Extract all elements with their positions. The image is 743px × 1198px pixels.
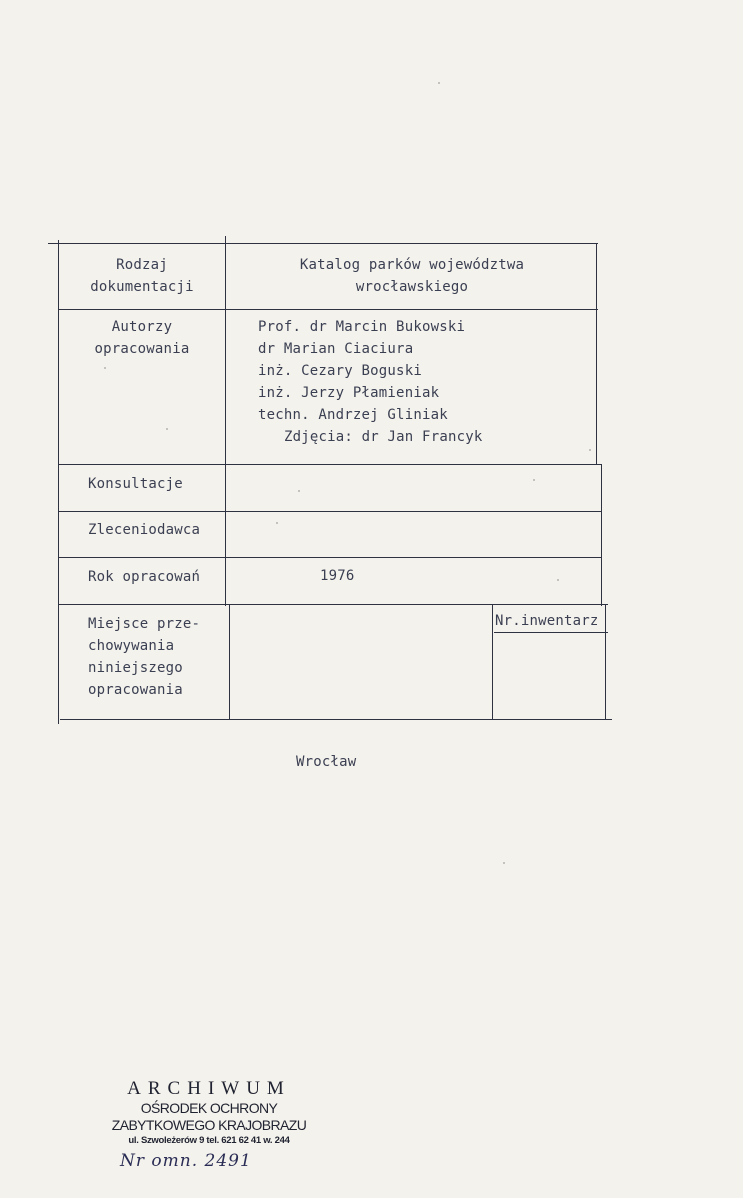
stamp-address: ul. Szwoleżerów 9 tel. 621 62 41 w. 244 xyxy=(128,1135,290,1146)
inventory-left-border xyxy=(492,604,493,720)
scan-speck xyxy=(276,522,278,524)
author-line: techn. Andrzej Gliniak xyxy=(258,407,448,423)
label-autorzy: Autorzy opracowania xyxy=(94,319,190,357)
table-column-divider xyxy=(229,604,230,720)
table-border-right xyxy=(601,464,602,606)
table-row-divider xyxy=(58,464,602,465)
table-column-divider xyxy=(225,236,226,606)
value-rodzaj-dokumentacji: Katalog parków województwa wrocławskiego xyxy=(299,257,525,295)
scan-speck xyxy=(166,428,168,430)
author-line: Prof. dr Marcin Bukowski xyxy=(258,319,466,335)
table-row-divider xyxy=(58,309,598,310)
scan-speck xyxy=(438,82,440,84)
label-zleceniodawca: Zleceniodawca xyxy=(88,522,201,538)
label-nr-inwentarza: Nr.inwentarz xyxy=(495,613,599,629)
table-row-divider xyxy=(58,557,602,558)
table-border-right xyxy=(596,243,597,465)
stamp-title: ARCHIWUM xyxy=(127,1078,291,1099)
label-miejsce-przechowywania: Miejsce prze- chowywania niniejszego opracowania xyxy=(88,616,201,698)
table-border-left xyxy=(58,240,59,724)
value-rok-opracowan: 1976 xyxy=(320,568,355,584)
handwritten-inventory-number: Nr omn. 2491 xyxy=(120,1151,252,1171)
inventory-divider xyxy=(494,632,608,633)
scan-speck xyxy=(589,449,591,451)
place-name: Wrocław xyxy=(296,754,357,770)
scan-speck xyxy=(503,862,505,864)
photos-line: Zdjęcia: dr Jan Francyk xyxy=(284,429,483,445)
scan-speck xyxy=(533,479,535,481)
label-konsultacje: Konsultacje xyxy=(88,476,183,492)
scan-speck xyxy=(298,490,300,492)
scan-speck xyxy=(557,579,559,581)
value-autorzy xyxy=(258,316,594,448)
table-row-divider xyxy=(58,604,608,605)
archive-stamp xyxy=(94,1078,324,1174)
label-rodzaj-dokumentacji: Rodzaj dokumentacji xyxy=(90,257,194,295)
table-border-top xyxy=(48,243,598,244)
table-row-divider xyxy=(58,511,602,512)
table-border-bottom xyxy=(60,719,612,720)
stamp-institution-line1: OŚRODEK OCHRONY xyxy=(140,1100,278,1116)
inventory-right-border xyxy=(605,604,606,720)
author-line: dr Marian Ciaciura xyxy=(258,341,414,357)
stamp-institution-line2: ZABYTKOWEGO KRAJOBRAZU xyxy=(111,1117,307,1133)
author-line: inż. Cezary Boguski xyxy=(258,363,422,379)
scan-speck xyxy=(104,367,106,369)
author-line: inż. Jerzy Płamieniak xyxy=(258,385,440,401)
label-rok-opracowan: Rok opracowań xyxy=(88,569,201,585)
